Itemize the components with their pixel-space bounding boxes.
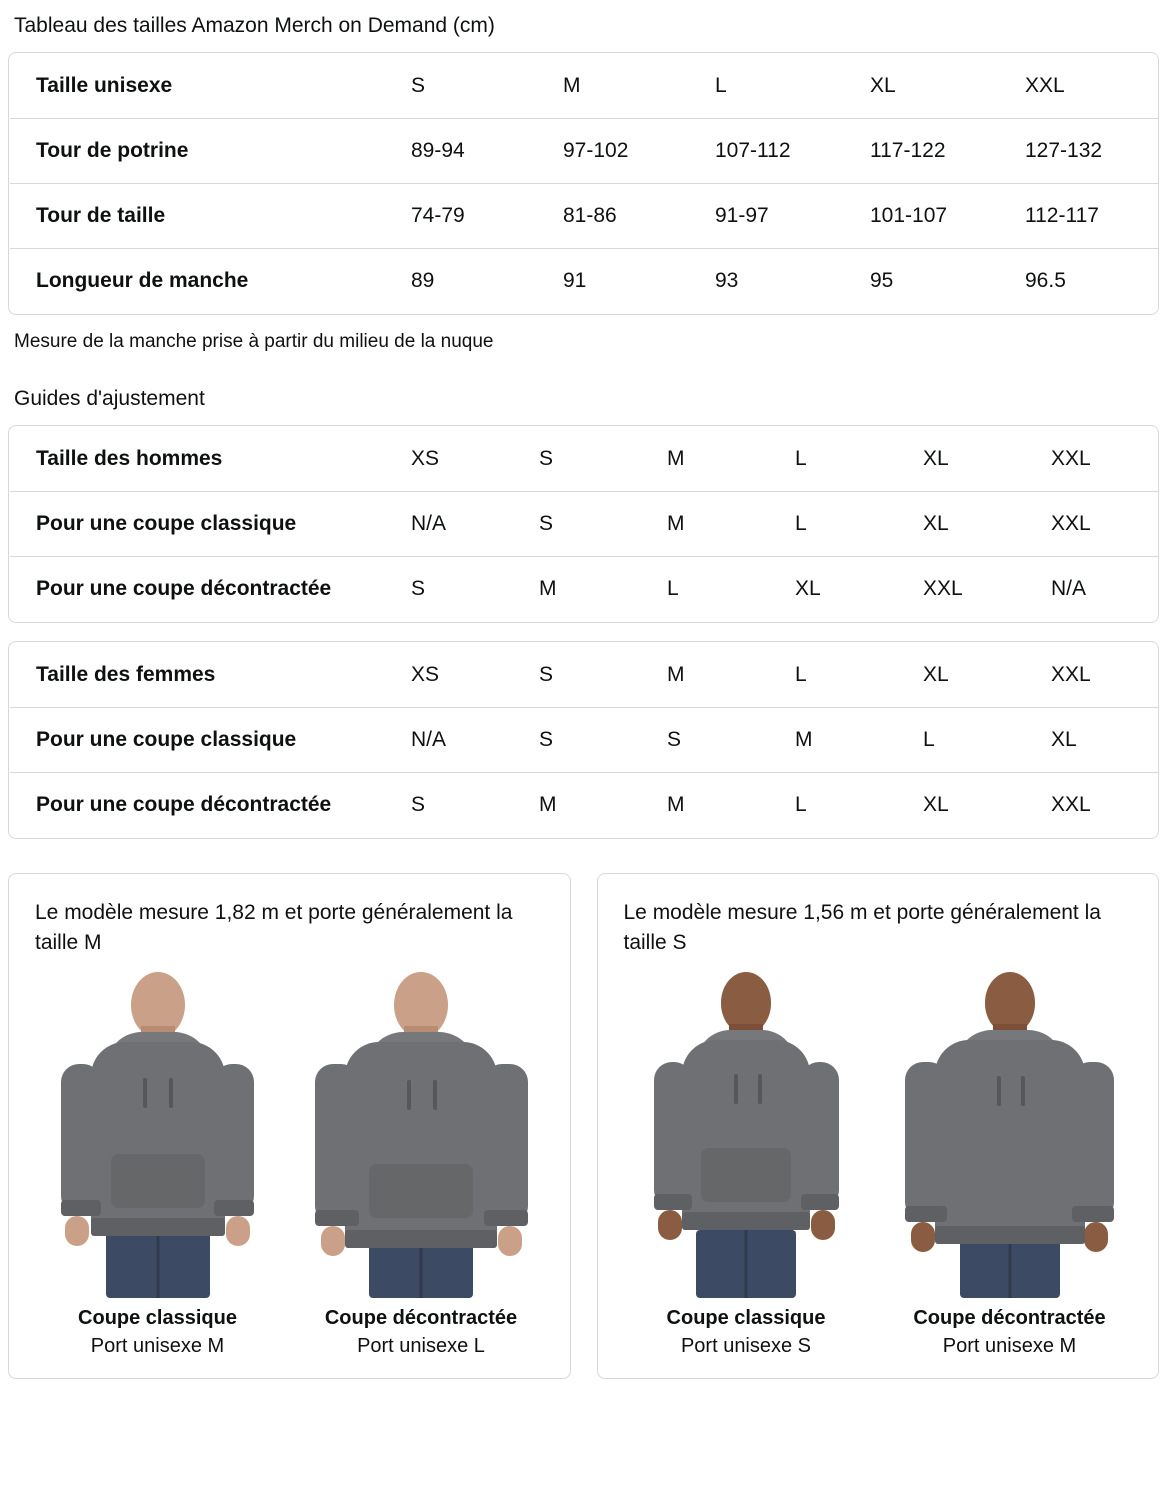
- cell: XXL: [1051, 643, 1159, 708]
- figure-fit-label: Coupe classique: [78, 1307, 237, 1329]
- cell: L: [795, 492, 923, 557]
- cell: L: [667, 577, 679, 600]
- row-label: Pour une coupe classique: [10, 492, 412, 557]
- cell: 81-86: [563, 184, 715, 249]
- cell: 89: [411, 269, 435, 292]
- figure-relaxed-fit: [299, 968, 544, 1360]
- cell: 91: [563, 269, 587, 292]
- cell: L: [923, 708, 1051, 773]
- table-row: [10, 119, 1160, 184]
- row-label: Taille unisexe: [10, 54, 412, 119]
- cell: XXL: [1051, 793, 1091, 816]
- page-title: Tableau des tailles Amazon Merch on Demand (cm): [14, 14, 495, 37]
- main-size-table: [9, 53, 1159, 314]
- hoodie-photo-relaxed-female-icon: [887, 968, 1132, 1298]
- figure-fit-label: Coupe décontractée: [913, 1307, 1106, 1329]
- cell: S: [539, 643, 667, 708]
- table-row: [10, 773, 1160, 838]
- cell: XL: [923, 427, 1051, 492]
- cell: L: [795, 793, 807, 816]
- model-card-title: Le modèle mesure 1,82 m et porte généralement la taille M: [35, 901, 513, 954]
- model-card-male: [8, 873, 571, 1379]
- cell: XL: [923, 643, 1051, 708]
- cell: XS: [411, 643, 539, 708]
- cell: XXL: [1051, 492, 1159, 557]
- cell: XL: [870, 54, 1025, 119]
- cell: 107-112: [715, 119, 870, 184]
- cell: N/A: [1051, 577, 1087, 600]
- cell: XS: [411, 427, 539, 492]
- figure-wearing-label: Port unisexe L: [357, 1335, 485, 1357]
- cell: XXL: [1051, 427, 1159, 492]
- row-label: Tour de potrine: [10, 119, 412, 184]
- cell: M: [795, 708, 923, 773]
- cell: 95: [870, 269, 894, 292]
- cell: 112-117: [1025, 184, 1159, 249]
- table-row: [10, 184, 1160, 249]
- cell: M: [667, 793, 685, 816]
- men-fit-table-wrapper: [8, 425, 1159, 623]
- figure-group: [35, 968, 544, 1360]
- row-label: Longueur de manche: [36, 269, 249, 292]
- figure-relaxed-fit: [887, 968, 1132, 1360]
- cell: 74-79: [411, 184, 563, 249]
- cell: S: [539, 427, 667, 492]
- hoodie-photo-relaxed-male-icon: [299, 968, 544, 1298]
- figure-classic-fit: [35, 968, 280, 1360]
- row-label: Pour une coupe décontractée: [36, 577, 332, 600]
- hoodie-photo-classic-female-icon: [624, 968, 869, 1298]
- row-label: Pour une coupe décontractée: [36, 793, 332, 816]
- cell: M: [539, 577, 557, 600]
- model-cards: [8, 873, 1159, 1379]
- cell: 97-102: [563, 119, 715, 184]
- figure-group: [624, 968, 1133, 1360]
- row-label: Pour une coupe classique: [10, 708, 412, 773]
- figure-fit-label: Coupe classique: [666, 1307, 826, 1329]
- cell: 101-107: [870, 184, 1025, 249]
- women-fit-table-wrapper: [8, 641, 1159, 839]
- cell: M: [667, 643, 795, 708]
- cell: L: [795, 643, 923, 708]
- cell: M: [667, 492, 795, 557]
- table-row: [10, 557, 1160, 622]
- table-row: [10, 427, 1160, 492]
- cell: XL: [1051, 708, 1159, 773]
- row-label: Tour de taille: [10, 184, 412, 249]
- figure-wearing-label: Port unisexe M: [90, 1335, 225, 1357]
- cell: N/A: [411, 708, 539, 773]
- model-card-title: Le modèle mesure 1,56 m et porte généralement la taille S: [623, 901, 1101, 954]
- main-size-table-wrapper: [8, 52, 1159, 315]
- cell: XL: [795, 577, 821, 600]
- cell: S: [411, 793, 426, 816]
- table-row: [10, 54, 1160, 119]
- cell: 127-132: [1025, 119, 1159, 184]
- cell: XXL: [1025, 54, 1159, 119]
- row-label: Taille des femmes: [10, 643, 412, 708]
- cell: 117-122: [870, 119, 1025, 184]
- figure-wearing-label: Port unisexe M: [942, 1335, 1077, 1357]
- cell: N/A: [411, 492, 539, 557]
- cell: S: [539, 708, 667, 773]
- cell: S: [539, 492, 667, 557]
- cell: L: [715, 54, 870, 119]
- figure-wearing-label: Port unisexe S: [680, 1335, 812, 1357]
- cell: 89-94: [411, 119, 563, 184]
- fit-guides-title: Guides d'ajustement: [14, 387, 205, 410]
- men-fit-table: [9, 426, 1159, 622]
- women-fit-table: [9, 642, 1159, 838]
- cell: S: [667, 708, 795, 773]
- cell: S: [411, 577, 426, 600]
- cell: XL: [923, 793, 949, 816]
- cell: 91-97: [715, 184, 870, 249]
- figure-classic-fit: [624, 968, 869, 1360]
- cell: L: [795, 427, 923, 492]
- cell: 93: [715, 269, 739, 292]
- sleeve-measurement-note: Mesure de la manche prise à partir du milieu de la nuque: [14, 331, 494, 352]
- row-label: Taille des hommes: [10, 427, 412, 492]
- table-row: [10, 492, 1160, 557]
- cell: XL: [923, 492, 1051, 557]
- cell: M: [563, 54, 715, 119]
- figure-fit-label: Coupe décontractée: [324, 1307, 518, 1329]
- table-row: [10, 249, 1160, 314]
- table-row: [10, 708, 1160, 773]
- model-card-female: [597, 873, 1160, 1379]
- cell: M: [539, 793, 557, 816]
- cell: XXL: [923, 577, 963, 600]
- cell: 96.5: [1025, 269, 1066, 292]
- cell: M: [667, 427, 795, 492]
- cell: S: [411, 54, 563, 119]
- hoodie-photo-classic-male-icon: [35, 968, 280, 1298]
- table-row: [10, 643, 1160, 708]
